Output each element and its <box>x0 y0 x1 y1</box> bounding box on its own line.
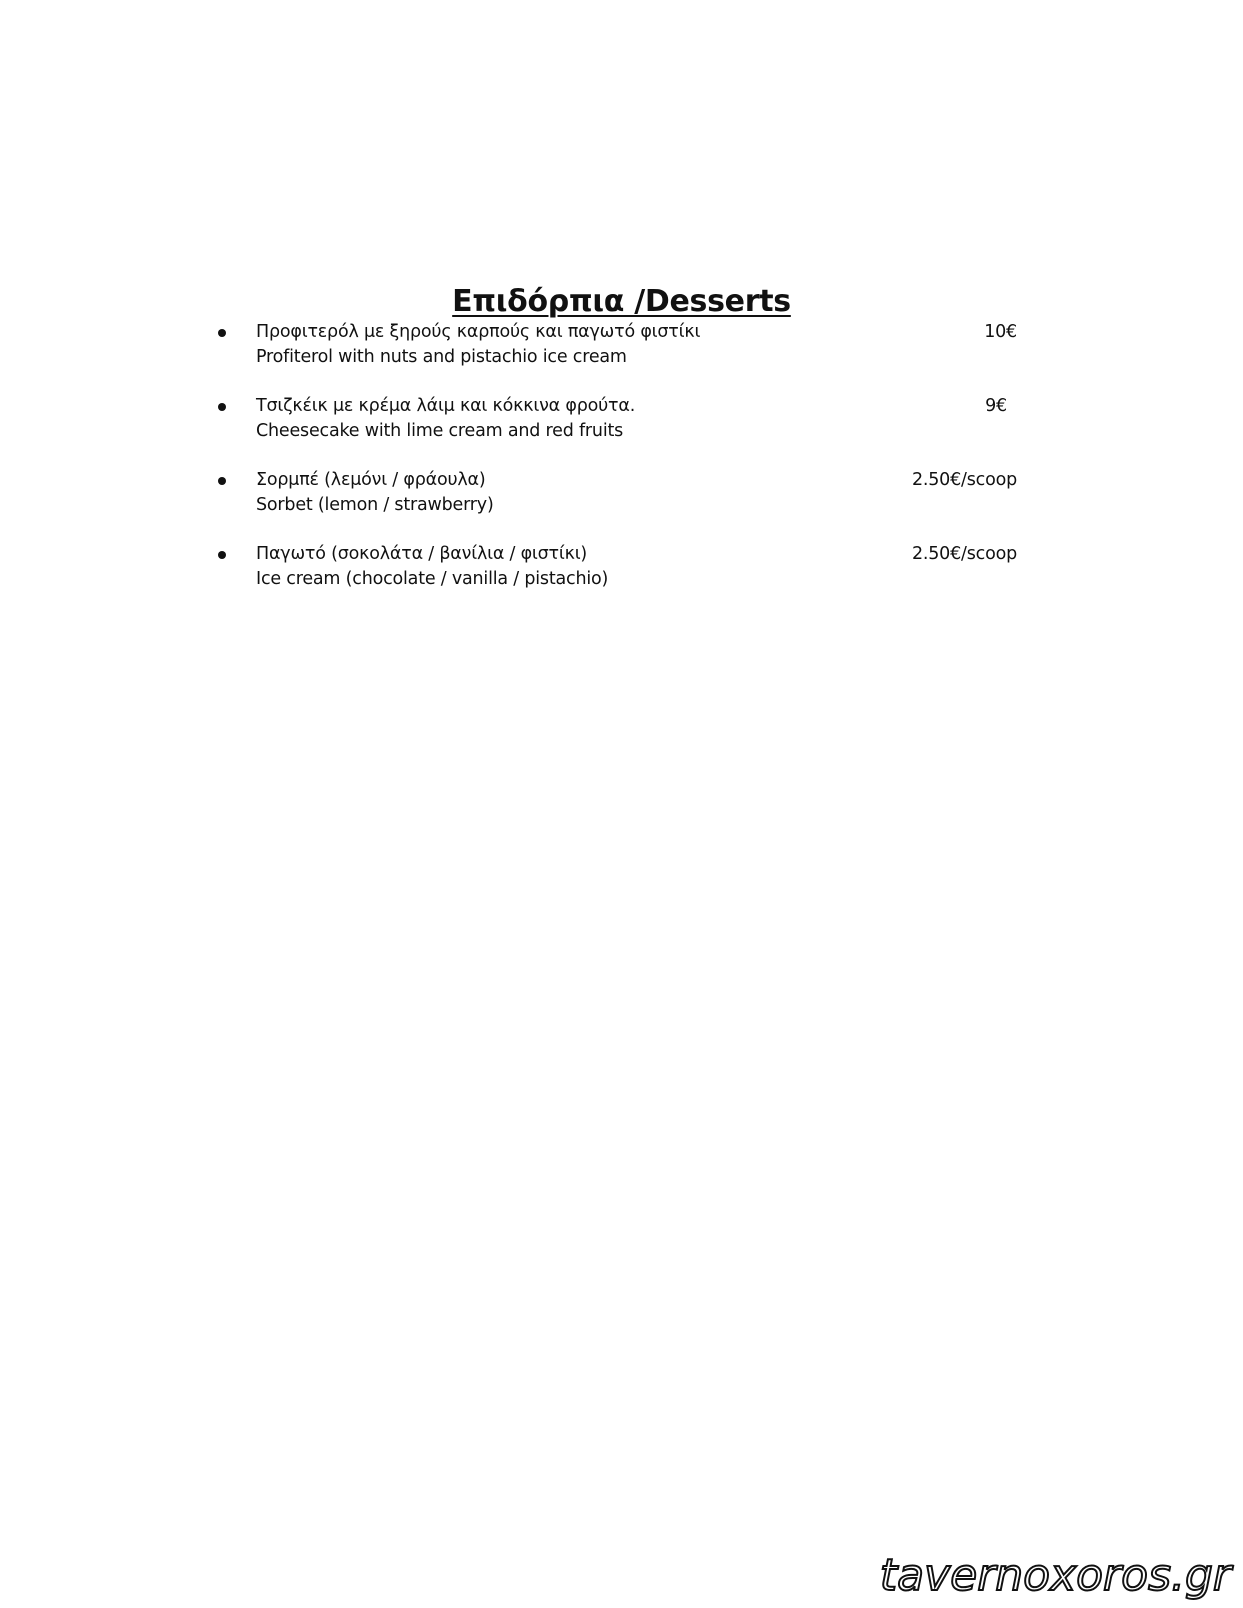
item-name-english: Sorbet (lemon / strawberry) <box>256 495 494 515</box>
item-price: 9€ <box>985 396 1007 416</box>
list-item <box>0 542 1243 594</box>
list-item <box>0 320 1243 372</box>
item-name-english: Ice cream (chocolate / vanilla / pistachio) <box>256 569 609 589</box>
item-name-greek: Παγωτό (σοκολάτα / βανίλια / φιστίκι) <box>256 544 588 564</box>
bullet-icon <box>218 329 226 337</box>
bullet-icon <box>218 403 226 411</box>
list-item <box>0 468 1243 520</box>
item-name-greek: Τσιζκέικ με κρέμα λάιμ και κόκκινα φρούτα. <box>256 396 636 416</box>
bullet-icon <box>218 477 226 485</box>
item-name-greek: Προφιτερόλ με ξηρούς καρπούς και παγωτό φιστίκι <box>256 322 701 342</box>
watermark: tavernoxoros.gr <box>879 1550 1231 1601</box>
item-price: 10€ <box>984 322 1017 342</box>
item-name-english: Cheesecake with lime cream and red fruits <box>256 421 624 441</box>
item-price: 2.50€/scoop <box>911 544 1017 564</box>
page-title: Επιδόρπια /Desserts <box>452 284 791 319</box>
item-name-greek: Σορμπέ (λεμόνι / φράουλα) <box>256 470 486 490</box>
item-price: 2.50€/scoop <box>911 470 1017 490</box>
bullet-icon <box>218 551 226 559</box>
list-item <box>0 394 1243 446</box>
item-name-english: Profiterol with nuts and pistachio ice cream <box>256 347 627 367</box>
